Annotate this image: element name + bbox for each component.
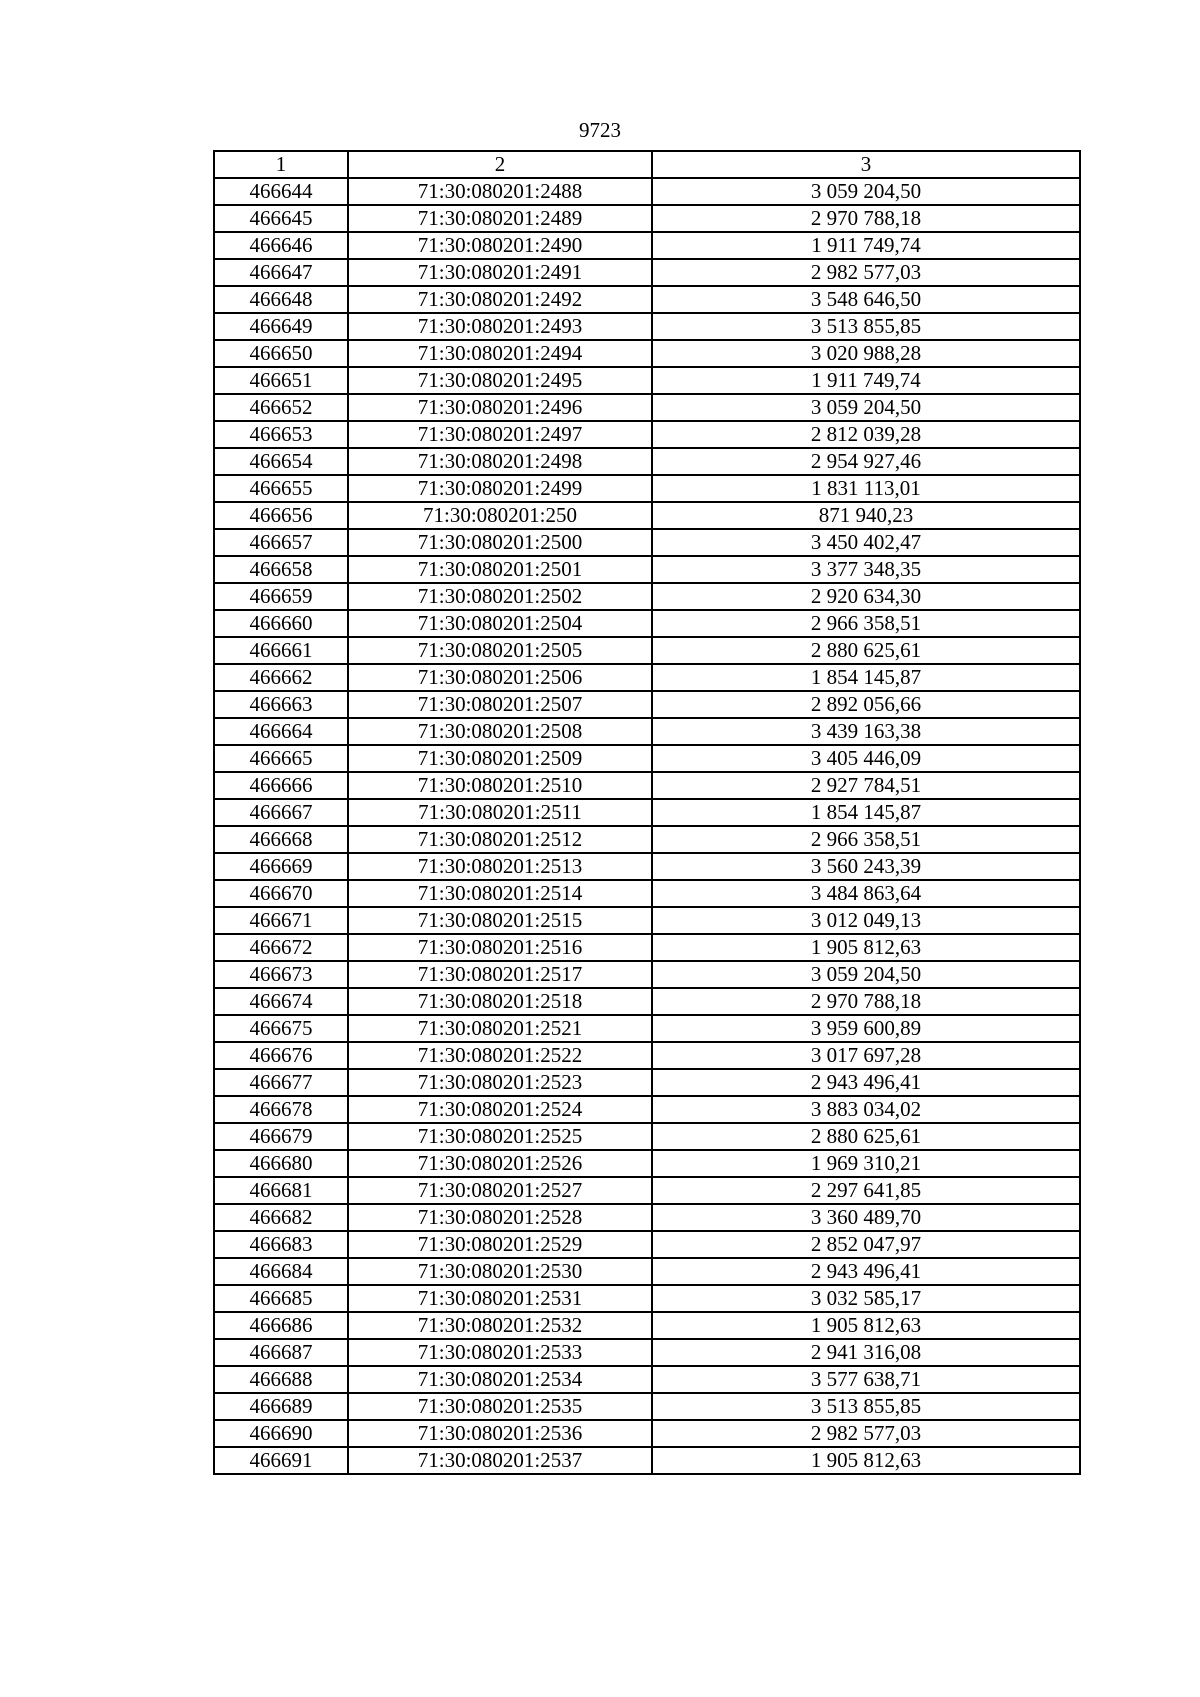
cadastral-number-cell: 71:30:080201:2531 [348, 1285, 652, 1312]
table-row [214, 1420, 1080, 1447]
cadastral-value-cell: 3 032 585,17 [652, 1285, 1080, 1312]
cadastral-number-cell: 71:30:080201:2505 [348, 637, 652, 664]
cadastral-value-cell: 3 560 243,39 [652, 853, 1080, 880]
cadastral-number-cell: 71:30:080201:2495 [348, 367, 652, 394]
table-row [214, 313, 1080, 340]
table-row [214, 394, 1080, 421]
table-row [214, 745, 1080, 772]
cadastral-value-cell: 2 954 927,46 [652, 448, 1080, 475]
row-number-cell: 466647 [214, 259, 348, 286]
row-number-cell: 466654 [214, 448, 348, 475]
cadastral-number-cell: 71:30:080201:2496 [348, 394, 652, 421]
table-row [214, 259, 1080, 286]
cadastral-number-cell: 71:30:080201:2488 [348, 178, 652, 205]
column-header-2: 2 [348, 151, 652, 178]
table-row [214, 1258, 1080, 1285]
table-row [214, 1042, 1080, 1069]
row-number-cell: 466670 [214, 880, 348, 907]
cadastral-number-cell: 71:30:080201:2537 [348, 1447, 652, 1474]
cadastral-number-cell: 71:30:080201:2506 [348, 664, 652, 691]
cadastral-number-cell: 71:30:080201:2507 [348, 691, 652, 718]
cadastral-value-cell: 2 880 625,61 [652, 1123, 1080, 1150]
row-number-cell: 466655 [214, 475, 348, 502]
cadastral-number-cell: 71:30:080201:2511 [348, 799, 652, 826]
cadastral-value-cell: 2 927 784,51 [652, 772, 1080, 799]
cadastral-number-cell: 71:30:080201:2498 [348, 448, 652, 475]
cadastral-number-cell: 71:30:080201:2529 [348, 1231, 652, 1258]
table-row [214, 205, 1080, 232]
cadastral-value-cell: 2 852 047,97 [652, 1231, 1080, 1258]
row-number-cell: 466667 [214, 799, 348, 826]
cadastral-number-cell: 71:30:080201:2535 [348, 1393, 652, 1420]
table-row [214, 826, 1080, 853]
cadastral-number-cell: 71:30:080201:2512 [348, 826, 652, 853]
cadastral-value-cell: 3 377 348,35 [652, 556, 1080, 583]
row-number-cell: 466645 [214, 205, 348, 232]
cadastral-value-cell: 2 943 496,41 [652, 1069, 1080, 1096]
table-row [214, 1312, 1080, 1339]
page-number: 9723 [579, 118, 621, 142]
cadastral-value-table [213, 150, 1081, 1475]
row-number-cell: 466665 [214, 745, 348, 772]
table-row [214, 1366, 1080, 1393]
row-number-cell: 466658 [214, 556, 348, 583]
row-number-cell: 466676 [214, 1042, 348, 1069]
cadastral-value-cell: 3 059 204,50 [652, 394, 1080, 421]
row-number-cell: 466685 [214, 1285, 348, 1312]
cadastral-number-cell: 71:30:080201:2536 [348, 1420, 652, 1447]
row-number-cell: 466648 [214, 286, 348, 313]
table-row [214, 664, 1080, 691]
cadastral-value-cell: 2 982 577,03 [652, 259, 1080, 286]
table-row [214, 880, 1080, 907]
cadastral-value-cell: 3 405 446,09 [652, 745, 1080, 772]
row-number-cell: 466649 [214, 313, 348, 340]
table-row [214, 475, 1080, 502]
row-number-cell: 466659 [214, 583, 348, 610]
cadastral-value-cell: 871 940,23 [652, 502, 1080, 529]
cadastral-value-cell: 2 812 039,28 [652, 421, 1080, 448]
table-row [214, 529, 1080, 556]
row-number-cell: 466646 [214, 232, 348, 259]
table-row [214, 907, 1080, 934]
table-row [214, 1069, 1080, 1096]
row-number-cell: 466662 [214, 664, 348, 691]
table-row [214, 1015, 1080, 1042]
row-number-cell: 466661 [214, 637, 348, 664]
cadastral-value-cell: 3 439 163,38 [652, 718, 1080, 745]
cadastral-number-cell: 71:30:080201:2525 [348, 1123, 652, 1150]
cadastral-value-cell: 2 892 056,66 [652, 691, 1080, 718]
cadastral-value-cell: 3 017 697,28 [652, 1042, 1080, 1069]
table-row [214, 853, 1080, 880]
table-row [214, 367, 1080, 394]
cadastral-value-cell: 2 943 496,41 [652, 1258, 1080, 1285]
table-row [214, 502, 1080, 529]
cadastral-value-cell: 1 854 145,87 [652, 664, 1080, 691]
row-number-cell: 466688 [214, 1366, 348, 1393]
row-number-cell: 466678 [214, 1096, 348, 1123]
cadastral-value-cell: 2 920 634,30 [652, 583, 1080, 610]
column-header-3: 3 [652, 151, 1080, 178]
row-number-cell: 466675 [214, 1015, 348, 1042]
table-row [214, 1096, 1080, 1123]
cadastral-value-cell: 3 059 204,50 [652, 178, 1080, 205]
table-row [214, 637, 1080, 664]
table-row [214, 1339, 1080, 1366]
cadastral-value-cell: 1 911 749,74 [652, 367, 1080, 394]
cadastral-value-cell: 2 941 316,08 [652, 1339, 1080, 1366]
cadastral-number-cell: 71:30:080201:2494 [348, 340, 652, 367]
cadastral-number-cell: 71:30:080201:2510 [348, 772, 652, 799]
table-header-row [214, 151, 1080, 178]
cadastral-value-cell: 1 905 812,63 [652, 1447, 1080, 1474]
cadastral-value-cell: 3 450 402,47 [652, 529, 1080, 556]
table-row [214, 448, 1080, 475]
cadastral-number-cell: 71:30:080201:2524 [348, 1096, 652, 1123]
row-number-cell: 466682 [214, 1204, 348, 1231]
row-number-cell: 466671 [214, 907, 348, 934]
cadastral-value-cell: 3 513 855,85 [652, 313, 1080, 340]
cadastral-number-cell: 71:30:080201:2513 [348, 853, 652, 880]
cadastral-number-cell: 71:30:080201:2518 [348, 988, 652, 1015]
table-row [214, 1231, 1080, 1258]
cadastral-value-cell: 3 059 204,50 [652, 961, 1080, 988]
cadastral-number-cell: 71:30:080201:2493 [348, 313, 652, 340]
cadastral-number-cell: 71:30:080201:2492 [348, 286, 652, 313]
table-row [214, 934, 1080, 961]
row-number-cell: 466683 [214, 1231, 348, 1258]
cadastral-number-cell: 71:30:080201:2514 [348, 880, 652, 907]
cadastral-number-cell: 71:30:080201:2499 [348, 475, 652, 502]
cadastral-value-cell: 2 966 358,51 [652, 610, 1080, 637]
row-number-cell: 466651 [214, 367, 348, 394]
cadastral-value-cell: 3 360 489,70 [652, 1204, 1080, 1231]
cadastral-value-cell: 2 970 788,18 [652, 205, 1080, 232]
cadastral-number-cell: 71:30:080201:2526 [348, 1150, 652, 1177]
cadastral-number-cell: 71:30:080201:2491 [348, 259, 652, 286]
cadastral-number-cell: 71:30:080201:2530 [348, 1258, 652, 1285]
cadastral-number-cell: 71:30:080201:2508 [348, 718, 652, 745]
cadastral-value-cell: 3 012 049,13 [652, 907, 1080, 934]
cadastral-number-cell: 71:30:080201:2516 [348, 934, 652, 961]
row-number-cell: 466690 [214, 1420, 348, 1447]
cadastral-number-cell: 71:30:080201:2517 [348, 961, 652, 988]
cadastral-number-cell: 71:30:080201:2523 [348, 1069, 652, 1096]
table-row [214, 1447, 1080, 1474]
cadastral-value-cell: 2 982 577,03 [652, 1420, 1080, 1447]
cadastral-number-cell: 71:30:080201:2504 [348, 610, 652, 637]
cadastral-value-cell: 2 297 641,85 [652, 1177, 1080, 1204]
cadastral-value-cell: 2 880 625,61 [652, 637, 1080, 664]
cadastral-number-cell: 71:30:080201:2497 [348, 421, 652, 448]
table-row [214, 961, 1080, 988]
table-row [214, 610, 1080, 637]
cadastral-value-cell: 3 959 600,89 [652, 1015, 1080, 1042]
table-row [214, 1177, 1080, 1204]
cadastral-value-cell: 3 513 855,85 [652, 1393, 1080, 1420]
cadastral-number-cell: 71:30:080201:2500 [348, 529, 652, 556]
cadastral-number-cell: 71:30:080201:2489 [348, 205, 652, 232]
row-number-cell: 466684 [214, 1258, 348, 1285]
row-number-cell: 466663 [214, 691, 348, 718]
cadastral-value-cell: 2 966 358,51 [652, 826, 1080, 853]
table-row [214, 178, 1080, 205]
cadastral-number-cell: 71:30:080201:250 [348, 502, 652, 529]
row-number-cell: 466687 [214, 1339, 348, 1366]
table-row [214, 1393, 1080, 1420]
table-body [214, 178, 1080, 1474]
cadastral-value-cell: 1 905 812,63 [652, 934, 1080, 961]
table-row [214, 232, 1080, 259]
cadastral-value-cell: 3 020 988,28 [652, 340, 1080, 367]
row-number-cell: 466650 [214, 340, 348, 367]
row-number-cell: 466660 [214, 610, 348, 637]
column-header-1: 1 [214, 151, 348, 178]
cadastral-value-cell: 1 854 145,87 [652, 799, 1080, 826]
table-row [214, 1150, 1080, 1177]
cadastral-value-cell: 3 577 638,71 [652, 1366, 1080, 1393]
cadastral-number-cell: 71:30:080201:2509 [348, 745, 652, 772]
cadastral-number-cell: 71:30:080201:2528 [348, 1204, 652, 1231]
cadastral-number-cell: 71:30:080201:2532 [348, 1312, 652, 1339]
cadastral-number-cell: 71:30:080201:2515 [348, 907, 652, 934]
table-row [214, 1204, 1080, 1231]
cadastral-value-cell: 1 831 113,01 [652, 475, 1080, 502]
cadastral-number-cell: 71:30:080201:2502 [348, 583, 652, 610]
row-number-cell: 466664 [214, 718, 348, 745]
cadastral-value-cell: 3 548 646,50 [652, 286, 1080, 313]
row-number-cell: 466689 [214, 1393, 348, 1420]
row-number-cell: 466674 [214, 988, 348, 1015]
row-number-cell: 466666 [214, 772, 348, 799]
row-number-cell: 466653 [214, 421, 348, 448]
row-number-cell: 466679 [214, 1123, 348, 1150]
cadastral-value-cell: 1 905 812,63 [652, 1312, 1080, 1339]
table-row [214, 286, 1080, 313]
table-row [214, 583, 1080, 610]
row-number-cell: 466652 [214, 394, 348, 421]
row-number-cell: 466681 [214, 1177, 348, 1204]
row-number-cell: 466656 [214, 502, 348, 529]
table-row [214, 1123, 1080, 1150]
table-row [214, 340, 1080, 367]
table-row [214, 421, 1080, 448]
cadastral-value-cell: 3 484 863,64 [652, 880, 1080, 907]
row-number-cell: 466669 [214, 853, 348, 880]
cadastral-number-cell: 71:30:080201:2533 [348, 1339, 652, 1366]
table-row [214, 772, 1080, 799]
cadastral-number-cell: 71:30:080201:2501 [348, 556, 652, 583]
table-row [214, 799, 1080, 826]
row-number-cell: 466680 [214, 1150, 348, 1177]
cadastral-value-cell: 1 969 310,21 [652, 1150, 1080, 1177]
row-number-cell: 466673 [214, 961, 348, 988]
table-row [214, 1285, 1080, 1312]
table-row [214, 556, 1080, 583]
cadastral-number-cell: 71:30:080201:2534 [348, 1366, 652, 1393]
cadastral-value-cell: 2 970 788,18 [652, 988, 1080, 1015]
cadastral-value-cell: 3 883 034,02 [652, 1096, 1080, 1123]
row-number-cell: 466686 [214, 1312, 348, 1339]
table-row [214, 718, 1080, 745]
row-number-cell: 466644 [214, 178, 348, 205]
cadastral-number-cell: 71:30:080201:2522 [348, 1042, 652, 1069]
row-number-cell: 466691 [214, 1447, 348, 1474]
row-number-cell: 466657 [214, 529, 348, 556]
table-row [214, 691, 1080, 718]
row-number-cell: 466677 [214, 1069, 348, 1096]
row-number-cell: 466672 [214, 934, 348, 961]
cadastral-value-cell: 1 911 749,74 [652, 232, 1080, 259]
cadastral-number-cell: 71:30:080201:2521 [348, 1015, 652, 1042]
cadastral-number-cell: 71:30:080201:2527 [348, 1177, 652, 1204]
row-number-cell: 466668 [214, 826, 348, 853]
table-row [214, 988, 1080, 1015]
cadastral-number-cell: 71:30:080201:2490 [348, 232, 652, 259]
